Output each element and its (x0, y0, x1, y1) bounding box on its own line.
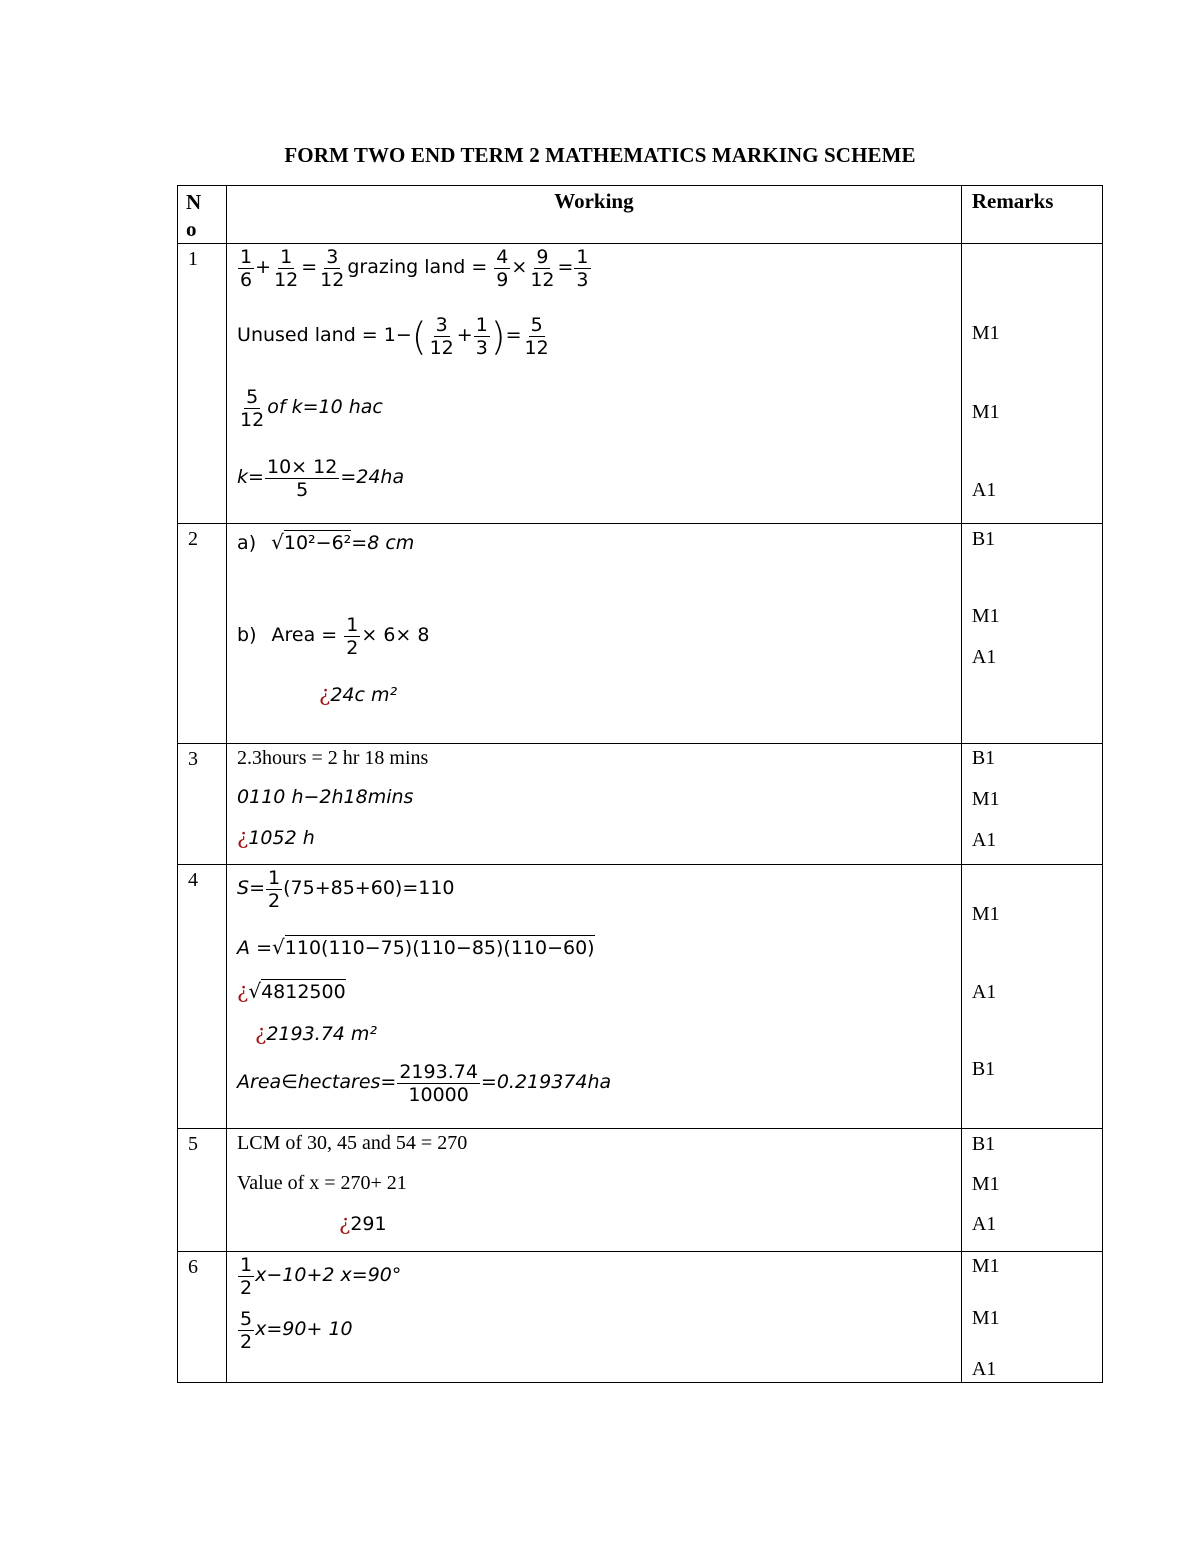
marking-scheme-table (177, 185, 1103, 1383)
working-line: 0110 h−2h18mins (237, 786, 414, 808)
working-line: ¿291 (339, 1211, 387, 1235)
mark-label: M1 (971, 1255, 1000, 1277)
working-line: $\frac{5}{2}$ x=90+ 10 (240, 1308, 353, 1353)
mark-label: M1 (971, 903, 1000, 925)
working-line: LCM of 30, 45 and 54 = 270 (237, 1132, 468, 1154)
working-cell (227, 244, 962, 524)
working-line: $\frac{1}{6}$ + $\frac{1}{12}$ = $\frac{3}{12}$ grazing land = $\frac{4}{9}$ × $\frac{9}{12}$ = $\frac{1}{3}$ (240, 246, 589, 291)
table-row (178, 244, 1103, 524)
working-cell (227, 1129, 962, 1252)
working-line: A =√110(110−75)(110−85)(110−60) (237, 935, 595, 959)
working-line: ¿1052 h (237, 825, 315, 849)
working-cell (227, 524, 962, 744)
header-working: Working (227, 186, 962, 244)
mark-label: M1 (971, 1173, 1000, 1195)
working-line: b) Area = $\frac{1}{2}$ × 6× 8 (237, 614, 430, 659)
table-row (178, 865, 1103, 1129)
mark-label: A1 (971, 1358, 997, 1380)
remarks-cell (961, 1252, 1102, 1383)
table-row (178, 524, 1103, 744)
working-cell (227, 865, 962, 1129)
question-number: 2 (178, 524, 227, 744)
working-line: 2.3hours = 2 hr 18 mins (237, 747, 429, 769)
header-no: N o (178, 186, 227, 244)
mark-label: M1 (971, 605, 1000, 627)
working-line: Area∈hectares= $\frac{2193.74}{10000}$ =0.219374ha (237, 1061, 612, 1106)
remarks-cell (961, 244, 1102, 524)
mark-label: M1 (971, 788, 1000, 810)
table-row (178, 1129, 1103, 1252)
working-line: ¿√4812500 (237, 979, 346, 1003)
remarks-cell (961, 744, 1102, 865)
working-line: ¿2193.74 m² (255, 1021, 378, 1045)
working-line: ¿24c m² (319, 682, 398, 706)
question-number: 4 (178, 865, 227, 1129)
working-cell (227, 1252, 962, 1383)
mark-label: M1 (971, 1307, 1000, 1329)
table-row (178, 1252, 1103, 1383)
question-number: 5 (178, 1129, 227, 1252)
table-row (178, 744, 1103, 865)
mark-label: A1 (971, 479, 997, 501)
working-cell (227, 744, 962, 865)
mark-label: B1 (971, 747, 996, 769)
mark-label: M1 (971, 401, 1000, 423)
mark-label: B1 (971, 1133, 996, 1155)
working-line: Value of x = 270+ 21 (237, 1172, 407, 1194)
working-line: $\frac{5}{12}$ of k=10 hac (240, 386, 383, 431)
mark-label: B1 (971, 1058, 996, 1080)
working-line: S= $\frac{1}{2}$ (75+85+60)=110 (237, 867, 455, 912)
working-line: Unused land = 1−( $\frac{3}{12}$ + $\frac{1}{3}$ )= $\frac{5}{12}$ (237, 314, 549, 359)
question-number: 1 (178, 244, 227, 524)
mark-label: A1 (971, 646, 997, 668)
mark-label: A1 (971, 829, 997, 851)
remarks-cell (961, 524, 1102, 744)
mark-label: M1 (971, 322, 1000, 344)
header-remarks: Remarks (961, 186, 1102, 244)
working-line: k= $\frac{10\times 12}{5}$ =24ha (237, 456, 405, 501)
mark-label: A1 (971, 981, 997, 1003)
question-number: 6 (178, 1252, 227, 1383)
working-line: $\frac{1}{2}$ x−10+2 x=90° (240, 1254, 402, 1299)
question-number: 3 (178, 744, 227, 865)
document-title: FORM TWO END TERM 2 MATHEMATICS MARKING SCHEME (284, 143, 916, 167)
working-line: a) √10²−6²=8 cm (237, 530, 415, 554)
header-row (178, 186, 1103, 244)
mark-label: B1 (971, 528, 996, 550)
mark-label: A1 (971, 1213, 997, 1235)
remarks-cell (961, 1129, 1102, 1252)
remarks-cell (961, 865, 1102, 1129)
